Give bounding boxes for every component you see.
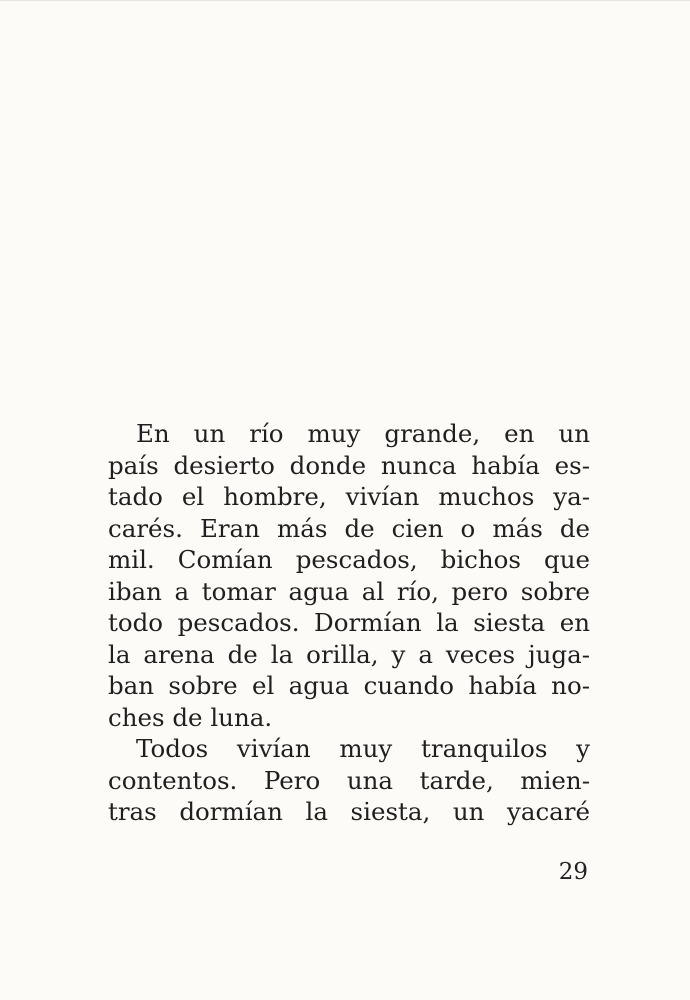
text-line: tado el hombre, vivían muchos ya- (108, 482, 590, 511)
text-line: la arena de la orilla, y a veces juga- (108, 639, 590, 669)
text-line: tras dormían la siesta, un yacaré (108, 797, 590, 826)
text-line: mil. Comían pescados, bichos que (108, 545, 590, 574)
page-number: 29 (558, 859, 588, 885)
text-line: ches de luna. (108, 702, 273, 732)
text-line: país desierto donde nunca había es- (108, 450, 590, 480)
text-line: En un río muy grande, en un (136, 419, 590, 448)
text-line: contentos. Pero una tarde, mien- (108, 765, 590, 795)
text-line: Todos vivían muy tranquilos y (136, 734, 590, 763)
body-text (108, 418, 590, 828)
text-line: carés. Eran más de cien o más de (108, 513, 590, 543)
text-line: ban sobre el agua cuando había no- (108, 671, 590, 700)
text-line: iban a tomar agua al río, pero sobre (108, 576, 590, 606)
text-line: todo pescados. Dormían la siesta en (108, 608, 590, 637)
